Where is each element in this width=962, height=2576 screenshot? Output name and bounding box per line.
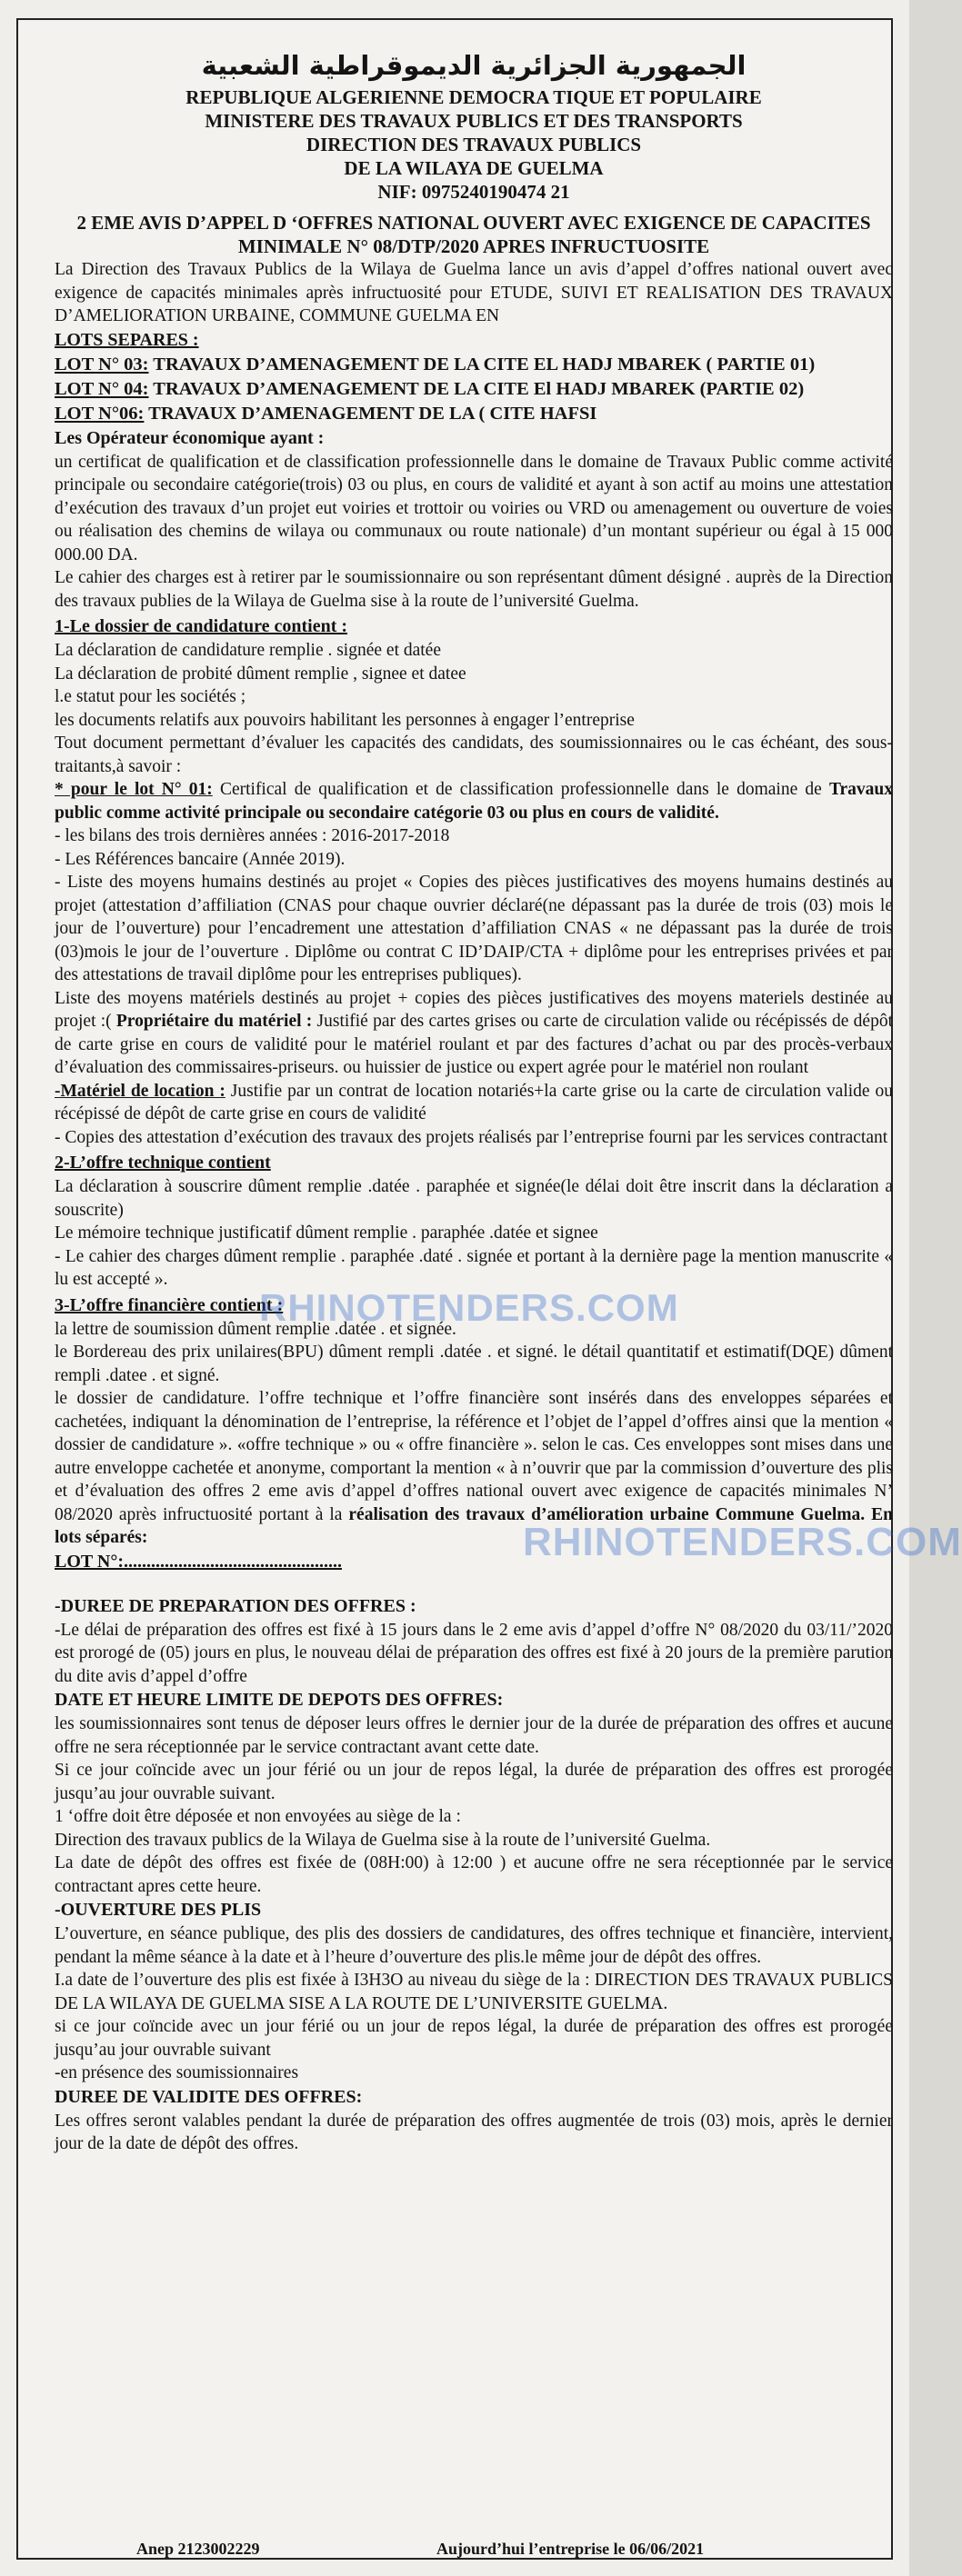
lot-label: LOT N° 04: bbox=[55, 378, 149, 399]
limite-heading: DATE ET HEURE LIMITE DE DEPOTS DES OFFRES: bbox=[55, 1690, 504, 1710]
dossier-line: La déclaration de candidature remplie . signée et datée bbox=[55, 641, 441, 660]
financiere-heading: 3-L’offre financière contient : bbox=[55, 1294, 284, 1315]
ouverture-line: L’ouverture, en séance publique, des plis des dossiers de candidatures, des offres technique et financière, intervient, pendant la même séance à la date et à l’heure d’ouverture des plis.le même jour de dépôt des offres. bbox=[55, 1924, 893, 1967]
watermark-text: RHINOTENDERS.COM bbox=[523, 1520, 962, 1564]
announcement-frame bbox=[16, 18, 893, 2560]
moyens-materiels-text bbox=[55, 987, 893, 1080]
moyens-humains-text: - Liste des moyens humains destinés au projet « Copies des pièces justificatives des moyens humains destinés au projet (attestation d’affiliation (CNAS pour chaque ouvrier déclaré(ne dépassant pas la durée de trois (03) mois le jour de l’ouverture) pour l’encadrement une attestation d’affiliation CNAS « ne dépassant pas la durée de trois (03)mois le jour de l’ouverture . Diplôme ou contrat C ID’DAIP/CTA + diplôme pour les entreprises privées et par des attestations de travail diplôme pour les entreprises publiques). bbox=[55, 873, 893, 984]
dossier-line: Tout document permettant d’évaluer les capacités des candidats, des soumissionnaires ou le cas échéant, des sous-traitants,à savoir : bbox=[55, 734, 893, 776]
operateurs-heading: Les Opérateur économique ayant : bbox=[55, 427, 325, 448]
technique-line: - Le cahier des charges dûment remplie . paraphée .daté . signée et portant à la dernière page la mention manuscrite « lu est accepté ». bbox=[55, 1246, 893, 1289]
lots-heading: LOTS SEPARES : bbox=[55, 329, 199, 350]
header-line-ministry: MINISTERE DES TRAVAUX PUBLICS ET DES TRANSPORTS bbox=[205, 110, 743, 132]
limite-line: les soumissionnaires sont tenus de déposer leurs offres le dernier jour de la durée de préparation des offres et aucune offre ne sera réceptionnée par le service contractant avant cette date. bbox=[55, 1714, 893, 1757]
ouverture-line: si ce jour coïncide avec un jour férié ou un jour de repos légal, la durée de préparation des offres est prorogée jusqu’au jour ouvrable suivant bbox=[55, 2017, 893, 2060]
attestations-text: - Copies des attestation d’exécution des travaux des projets réalisés par l’entreprise fourni par les services contractant bbox=[55, 1127, 888, 1147]
lot-01-bold: Travaux public comme activité principale ou secondaire catégorie 03 ou plus en cours de validité. bbox=[55, 780, 893, 823]
moyens-materiels-details: Justifié par des cartes grises ou carte de circulation valide ou récépissés de dépôt de carte grise en cours de validité pour le matériel roulant et par des factures d’achat ou par des procès-verbaux d’évaluation des commissaires-priseurs. ou huissier de justice ou expert agrée pour le matériel non roulant bbox=[55, 1012, 893, 1077]
enveloppes-bold: réalisation des travaux d’amélioration urbaine Commune Guelma. En lots séparés: bbox=[55, 1504, 893, 1547]
arabic-header: الجمهورية الجزائرية الديموقراطية الشعبية bbox=[201, 50, 747, 81]
moyens-materiels-intro: Liste des moyens matériels destinés au projet + copies des pièces justificatives des moyens materiels destinée au projet :( bbox=[55, 988, 893, 1031]
financiere-line: la lettre de soumission dûment remplie .datée . et signée. bbox=[55, 1319, 456, 1339]
lot-label: LOT N° 03: bbox=[55, 354, 149, 374]
limite-line: Direction des travaux publics de la Wilaya de Guelma sise à la route de l’université Guelma. bbox=[55, 1830, 711, 1850]
validite-heading: DUREE DE VALIDITE DES OFFRES: bbox=[55, 2086, 363, 2107]
duree-text: -Le délai de préparation des offres est fixé à 15 jours dans le 2 eme avis d’appel d’offre N° 08/2020 du 03/11/’2020 est prorogé de (05) jours en plus, le nouveau délai de préparation des offres est fixé à 20 jours de la première parution du dite avis d’appel d’offre bbox=[55, 1620, 893, 1686]
location-text bbox=[55, 1080, 893, 1126]
proprietaire-label: Propriétaire du matériel : bbox=[115, 1012, 313, 1031]
lot-01-requirements bbox=[55, 778, 893, 824]
technique-line: La déclaration à souscrire dûment remplie .datée . paraphée et signée(le délai doit être inscrit dans la déclaration a souscrite) bbox=[55, 1177, 893, 1220]
header-line-nif: NIF: 0975240190474 21 bbox=[377, 181, 570, 203]
header-line-wilaya: DE LA WILAYA DE GUELMA bbox=[344, 157, 604, 179]
anep-reference: Anep 2123002229 bbox=[136, 2540, 260, 2558]
lot-label: LOT N°06: bbox=[55, 403, 145, 424]
enveloppes-text bbox=[55, 1387, 893, 1550]
lot-text: TRAVAUX D’AMENAGEMENT DE LA ( CITE HAFSI bbox=[144, 403, 597, 424]
lot-text: TRAVAUX D’AMENAGEMENT DE LA CITE EL HADJ MBAREK ( PARTIE 01) bbox=[148, 354, 816, 374]
dossier-line: La déclaration de probité dûment remplie , signee et datee bbox=[55, 664, 466, 684]
intro-paragraph: La Direction des Travaux Publics de la Wilaya de Guelma lance un avis d’appel d’offres national ouvert avec exigence de capacités minimales après infructuosité pour ETUDE, SUIVI ET REALISATION DES TRAVAUX D’AMELIORATION URBAINE, COMMUNE GUELMA EN bbox=[55, 260, 893, 325]
publication-date: Aujourd’hui l’entreprise le 06/06/2021 bbox=[436, 2540, 705, 2558]
limite-line: La date de dépôt des offres est fixée de (08H:00) à 12:00 ) et aucune offre ne sera réceptionnée par le service contractant apres cette heure. bbox=[55, 1853, 893, 1896]
technique-line: Le mémoire technique justificatif dûment remplie . paraphée .datée et signee bbox=[55, 1223, 598, 1243]
lot-01-label: * pour le lot N° 01: bbox=[55, 780, 213, 799]
dossier-heading: 1-Le dossier de candidature contient : bbox=[55, 616, 348, 636]
announcement-content bbox=[55, 47, 893, 2156]
limite-line: Si ce jour coïncide avec un jour férié ou un jour de repos légal, la durée de préparation des offres est prorogée jusqu’au jour ouvrable suivant. bbox=[55, 1761, 893, 1803]
references-line: - Les Références bancaire (Année 2019). bbox=[55, 849, 346, 869]
dossier-line: l.e statut pour les sociétés ; bbox=[55, 687, 246, 706]
ouverture-line: I.a date de l’ouverture des plis est fixée à I3H3O au niveau du siège de la : DIRECTION DES TRAVAUX PUBLICS DE LA WILAYA DE GUELMA SISE A LA ROUTE DE L’UNIVERSITE GUELMA. bbox=[55, 1971, 893, 2013]
limite-line: 1 ‘offre doit être déposée et non envoyées au siège de la : bbox=[55, 1807, 461, 1826]
location-label: -Matériel de location : bbox=[55, 1081, 225, 1101]
dossier-line: les documents relatifs aux pouvoirs habilitant les personnes à engager l’entreprise bbox=[55, 710, 635, 730]
cahier-text: Le cahier des charges est à retirer par le soumissionnaire ou son représentant dûment désigné . auprès de la Direction des travaux publies de la Wilaya de Guelma sise à la route de l’université Guelma. bbox=[55, 568, 893, 611]
duree-heading: -DUREE DE PREPARATION DES OFFRES : bbox=[55, 1595, 416, 1616]
header-line-direction: DIRECTION DES TRAVAUX PUBLICS bbox=[306, 134, 642, 155]
ouverture-heading: -OUVERTURE DES PLIS bbox=[55, 1900, 262, 1920]
lot-01-text: Certifical de qualification et de classification professionnelle dans le domaine de bbox=[212, 780, 829, 799]
ouverture-line: -en présence des soumissionnaires bbox=[55, 2063, 299, 2082]
technique-heading: 2-L’offre technique contient bbox=[55, 1153, 271, 1173]
financiere-line: le Bordereau des prix unilaires(BPU) dûment rempli .datée . et signé. le détail quantitatif et estimatif(DQE) dûment rempli .datee . et signé. bbox=[55, 1343, 893, 1385]
header-line-republic: REPUBLIQUE ALGERIENNE DEMOCRA TIQUE ET POPULAIRE bbox=[185, 86, 762, 108]
operateurs-text: un certificat de qualification et de classification professionnelle dans le domaine de Travaux Public comme activité principale ou secondaire catégorie(trois) 03 ou plus, en cours de validité et ayant à son actif au moins une attestation d’exécution des travaux d’un projet eut voiries et trottoir ou voiries ou VRD ou amenagement ou ouverture de voies ou réalisation des chemins de wilaya ou communaux ou route nationale) d’un montant supérieur ou égal à 15 000 000.00 DA. bbox=[55, 452, 893, 564]
enveloppes-details: le dossier de candidature. l’offre technique et l’offre financière sont insérés dans des enveloppes séparées et cachetées, indiquant la dénomination de l’entreprise, la référence et l’objet de l’appel d’offres ainsi que la mention « dossier de candidature ». «offre technique » ou « offre financière ». selon le cas. Ces enveloppes sont mises dans une autre enveloppe cachetée et anonyme, comportant la mention « à n’ouvrir que par la commission d’ouverture des plis et d’évaluation des offres 2 eme avis d’appel d’offres national ouvert avec exigence de capacités minimales N’ 08/2020 après infructuosité portant à la bbox=[55, 1389, 893, 1524]
location-details: Justifie par un contrat de location notariés+la carte grise ou la carte de circulation valide ou récépissé de dépôt de carte grise en cours de validité bbox=[55, 1081, 894, 1123]
lot-item bbox=[55, 377, 893, 402]
lot-text: TRAVAUX D’AMENAGEMENT DE LA CITE El HADJ MBAREK (PARTIE 02) bbox=[148, 378, 805, 399]
watermark-text: RHINOTENDERS.COM bbox=[259, 1286, 679, 1329]
validite-text: Les offres seront valables pendant la durée de préparation des offres augmentée de trois (03) mois, après le dernier jour de la date de dépôt des offres. bbox=[55, 2111, 893, 2153]
lot-item bbox=[55, 353, 893, 377]
notice-title: 2 EME AVIS D’APPEL D ‘OFFRES NATIONAL OUVERT AVEC EXIGENCE DE CAPACITES MINIMALE N° 08/DTP/2020 APRES INFRUCTUOSITE bbox=[76, 212, 871, 257]
bilans-line: - les bilans des trois dernières années : 2016-2017-2018 bbox=[55, 826, 450, 845]
lot-item bbox=[55, 402, 893, 426]
lot-blank-line: LOT N°:................................................ bbox=[55, 1551, 342, 1572]
